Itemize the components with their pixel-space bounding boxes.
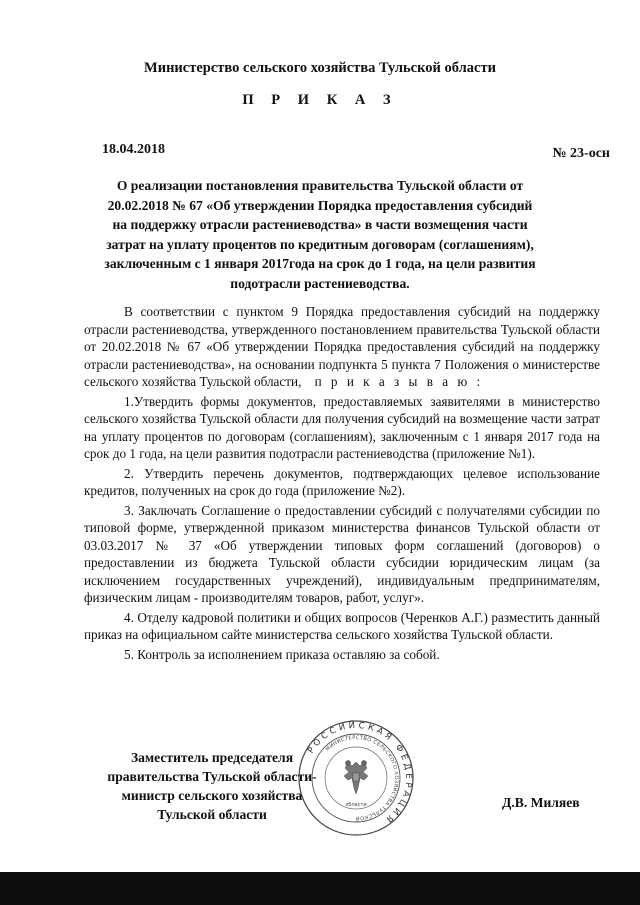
signer-position-line: Тульской области [157, 807, 267, 822]
seal-inner-text: МИНИСТЕРСТВО СЕЛЬСКОГО ХОЗЯЙСТВА ТУЛЬСКОЙ [324, 734, 400, 822]
signer-position-line: министр сельского хозяйства [121, 788, 303, 803]
orders-word: п р и к а з ы в а ю : [314, 374, 484, 389]
seal-bottom-text: области [345, 802, 367, 808]
double-headed-eagle-emblem [344, 761, 368, 795]
order-item-5: 5. Контроль за исполнением приказа оставляю за собой. [124, 646, 440, 662]
order-item-4: 4. Отделу кадровой политики и общих вопросов (Черенков А.Г.) разместить данный приказ на официальном сайте министерства сельского хозяйства Тульской области. [84, 609, 600, 642]
seal-outer-text: РОССИЙСКАЯ ФЕДЕРАЦИЯ [306, 720, 414, 826]
signer-position-line: правительства Тульской области- [107, 769, 317, 784]
scan-bottom-edge [0, 872, 640, 905]
signer-position-line: Заместитель председателя [130, 750, 294, 765]
document-number: № 23-осн [552, 146, 610, 161]
ministry-name: Министерство сельского хозяйства Тульской области [144, 60, 496, 76]
heading-line: затрат на уплату процентов по кредитным договорам (соглашениям), [106, 236, 534, 252]
order-item-1: 1.Утвердить формы документов, предоставляемых заявителями в министерство сельского хозяйства Тульской области для получения субсидий на возмещение части затрат на уплату процентов по договорам (соглашениям), заключенным с 1 января 2017 года на срок до 1 года, на цели развития подотрасли растениеводства (приложение №1). [84, 393, 600, 461]
document-type: П Р И К А З [242, 92, 398, 108]
heading-line: на поддержку отрасли растениеводства» в части возмещения части [112, 217, 528, 232]
heading-line: 20.02.2018 № 67 «Об утверждении Порядка предоставления субсидий [107, 197, 533, 213]
document-body [84, 303, 600, 665]
preamble-text: В соответствии с пунктом 9 Порядка предоставления субсидий на поддержку отрасли растениеводства, утвержденного постановлением правительства Тульской области от 20.02.2018 № 67 «Об утверждении Порядка предоставления субсидий на поддержку отрасли растениеводства», на основании подпункта 5 пункта 7 Положения о министерстве сельского хозяйства Тульской области, [84, 304, 600, 389]
preamble-paragraph [84, 303, 600, 391]
official-seal-stamp [296, 718, 416, 838]
heading-line: заключенным с 1 января 2017года на срок до 1 года, на цели развития [104, 256, 536, 271]
order-item-2: 2. Утвердить перечень документов, подтверждающих целевое использование кредитов, полученных на срок до года (приложение №2). [84, 465, 600, 498]
heading-line: О реализации постановления правительства Тульской области от [116, 178, 524, 193]
document-date: 18.04.2018 [102, 142, 165, 157]
document-heading [100, 176, 540, 293]
heading-line: подотрасли растениеводства. [230, 275, 410, 291]
signer-name: Д.В. Миляев [502, 795, 580, 810]
order-item-3: 3. Заключать Соглашение о предоставлении субсидий с получателями субсидии по типовой форме, утвержденной приказом министерства финансов Тульской области от 03.03.2017 № 37 «Об утверждении типовых форм соглашений (договоров) о предоставлении из бюджета Тульской области субсидии юридическим лицам (за исключением государственных учреждений), индивидуальным предпринимателям, физическим лицам - производителям товаров, работ, услуг». [84, 502, 600, 605]
